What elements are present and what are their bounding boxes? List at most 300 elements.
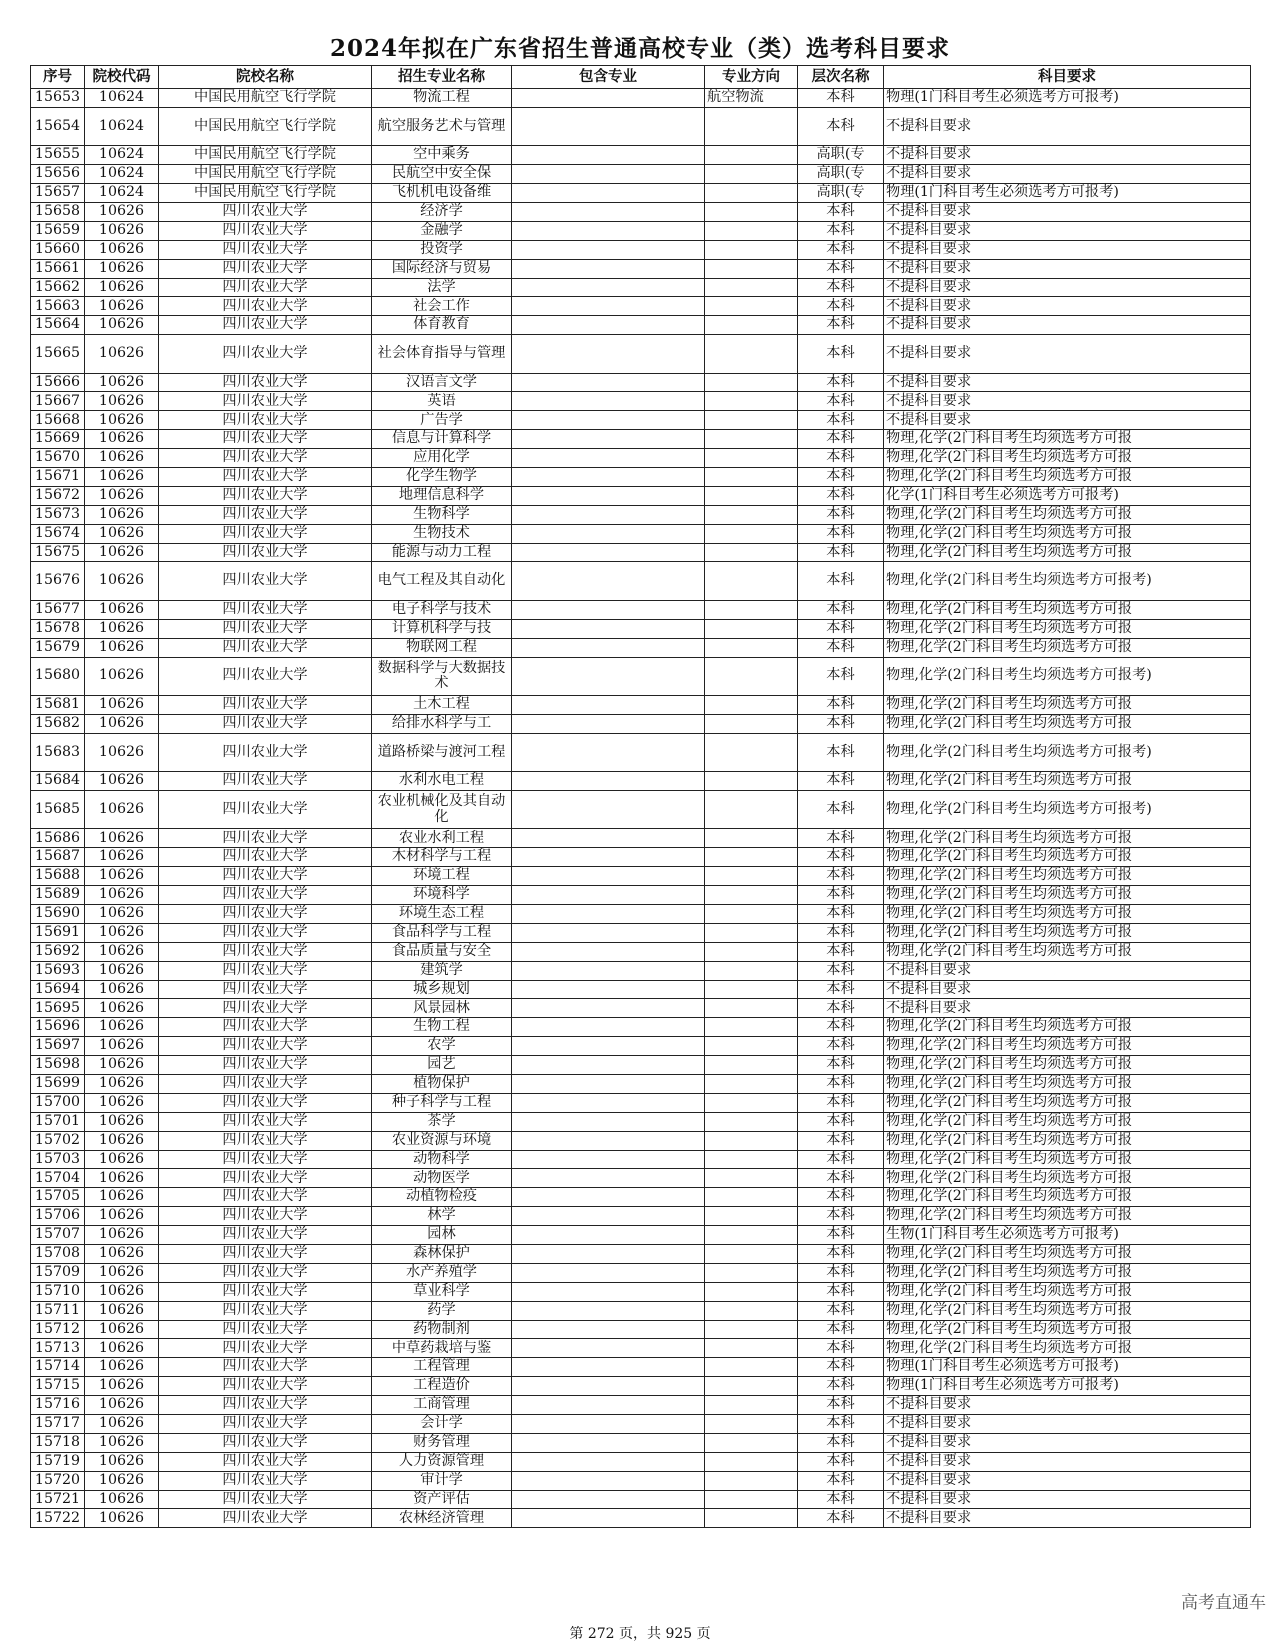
- cell-major-name: 水产养殖学: [372, 1263, 512, 1282]
- cell-school-code: 10626: [85, 1188, 159, 1207]
- cell-school-name: 四川农业大学: [159, 829, 372, 848]
- table-row: [31, 89, 1251, 108]
- cell-subject-req: 不提科目要求: [884, 411, 1251, 430]
- cell-direction: [705, 1339, 798, 1358]
- cell-included-majors: [512, 165, 705, 184]
- cell-included-majors: [512, 848, 705, 867]
- cell-school-code: 10626: [85, 240, 159, 259]
- cell-school-code: 10626: [85, 1112, 159, 1131]
- cell-subject-req: 不提科目要求: [884, 961, 1251, 980]
- cell-school-code: 10626: [85, 449, 159, 468]
- cell-index: 15722: [31, 1509, 85, 1528]
- table-row: [31, 791, 1251, 829]
- cell-direction: [705, 1490, 798, 1509]
- cell-school-name: 四川农业大学: [159, 772, 372, 791]
- table-row: [31, 1150, 1251, 1169]
- cell-direction: [705, 221, 798, 240]
- cell-major-name: 国际经济与贸易: [372, 259, 512, 278]
- cell-included-majors: [512, 373, 705, 392]
- cell-included-majors: [512, 714, 705, 733]
- table-row: [31, 449, 1251, 468]
- cell-direction: [705, 1509, 798, 1528]
- cell-school-name: 四川农业大学: [159, 1377, 372, 1396]
- cell-school-name: 四川农业大学: [159, 714, 372, 733]
- cell-major-name: 电子科学与技术: [372, 600, 512, 619]
- cell-index: 15715: [31, 1377, 85, 1396]
- cell-major-name: 财务管理: [372, 1433, 512, 1452]
- cell-school-code: 10626: [85, 1490, 159, 1509]
- cell-school-code: 10626: [85, 1074, 159, 1093]
- table-row: [31, 1320, 1251, 1339]
- table-row: [31, 107, 1251, 145]
- table-row: [31, 1433, 1251, 1452]
- table-row: [31, 259, 1251, 278]
- cell-major-name: 药学: [372, 1301, 512, 1320]
- cell-subject-req: 物理,化学(2门科目考生均须选考方可报: [884, 1301, 1251, 1320]
- cell-major-name: 环境生态工程: [372, 904, 512, 923]
- cell-level: 本科: [798, 1112, 884, 1131]
- cell-school-name: 中国民用航空飞行学院: [159, 165, 372, 184]
- cell-school-code: 10626: [85, 392, 159, 411]
- cell-index: 15674: [31, 524, 85, 543]
- col-header-level: 层次名称: [798, 66, 884, 89]
- col-header-school-code: 院校代码: [85, 66, 159, 89]
- cell-index: 15706: [31, 1207, 85, 1226]
- cell-direction: [705, 619, 798, 638]
- cell-index: 15693: [31, 961, 85, 980]
- col-header-major-name: 招生专业名称: [372, 66, 512, 89]
- cell-index: 15689: [31, 886, 85, 905]
- cell-level: 本科: [798, 240, 884, 259]
- cell-school-code: 10626: [85, 999, 159, 1018]
- cell-index: 15681: [31, 695, 85, 714]
- cell-school-name: 四川农业大学: [159, 562, 372, 600]
- cell-subject-req: 化学(1门科目考生必须选考方可报考): [884, 486, 1251, 505]
- cell-subject-req: 物理,化学(2门科目考生均须选考方可报: [884, 1018, 1251, 1037]
- table-row: [31, 772, 1251, 791]
- cell-level: 本科: [798, 600, 884, 619]
- cell-included-majors: [512, 146, 705, 165]
- cell-direction: [705, 1018, 798, 1037]
- cell-major-name: 化学生物学: [372, 468, 512, 487]
- cell-index: 15704: [31, 1169, 85, 1188]
- cell-subject-req: 不提科目要求: [884, 221, 1251, 240]
- cell-level: 本科: [798, 430, 884, 449]
- cell-included-majors: [512, 886, 705, 905]
- cell-school-name: 四川农业大学: [159, 1301, 372, 1320]
- table-row: [31, 505, 1251, 524]
- cell-level: 本科: [798, 1207, 884, 1226]
- cell-major-name: 会计学: [372, 1415, 512, 1434]
- cell-subject-req: 物理,化学(2门科目考生均须选考方可报: [884, 1131, 1251, 1150]
- table-row: [31, 600, 1251, 619]
- cell-included-majors: [512, 1339, 705, 1358]
- cell-subject-req: 不提科目要求: [884, 202, 1251, 221]
- cell-included-majors: [512, 600, 705, 619]
- cell-direction: [705, 848, 798, 867]
- cell-direction: [705, 524, 798, 543]
- cell-subject-req: 物理(1门科目考生必须选考方可报考): [884, 1377, 1251, 1396]
- cell-index: 15655: [31, 146, 85, 165]
- cell-level: 本科: [798, 695, 884, 714]
- cell-school-code: 10626: [85, 1377, 159, 1396]
- cell-school-code: 10626: [85, 1037, 159, 1056]
- cell-school-name: 四川农业大学: [159, 373, 372, 392]
- cell-major-name: 道路桥梁与渡河工程: [372, 733, 512, 771]
- cell-level: 本科: [798, 524, 884, 543]
- cell-subject-req: 物理,化学(2门科目考生均须选考方可报: [884, 923, 1251, 942]
- cell-level: 本科: [798, 1150, 884, 1169]
- cell-included-majors: [512, 1396, 705, 1415]
- brand-watermark: 高考直通车: [1181, 1593, 1266, 1613]
- cell-index: 15712: [31, 1320, 85, 1339]
- cell-direction: [705, 1244, 798, 1263]
- table-row: [31, 867, 1251, 886]
- cell-direction: [705, 961, 798, 980]
- cell-school-name: 四川农业大学: [159, 505, 372, 524]
- cell-level: 本科: [798, 714, 884, 733]
- cell-school-code: 10626: [85, 1093, 159, 1112]
- cell-level: 本科: [798, 657, 884, 695]
- table-row: [31, 829, 1251, 848]
- cell-included-majors: [512, 657, 705, 695]
- cell-included-majors: [512, 411, 705, 430]
- table-row: [31, 524, 1251, 543]
- cell-major-name: 金融学: [372, 221, 512, 240]
- cell-school-code: 10626: [85, 221, 159, 240]
- cell-subject-req: 不提科目要求: [884, 316, 1251, 335]
- cell-subject-req: 物理,化学(2门科目考生均须选考方可报考): [884, 657, 1251, 695]
- cell-level: 本科: [798, 411, 884, 430]
- cell-school-name: 四川农业大学: [159, 1452, 372, 1471]
- cell-included-majors: [512, 278, 705, 297]
- table-row: [31, 1396, 1251, 1415]
- cell-major-name: 体育教育: [372, 316, 512, 335]
- cell-major-name: 中草药栽培与鉴: [372, 1339, 512, 1358]
- cell-school-name: 四川农业大学: [159, 1263, 372, 1282]
- cell-included-majors: [512, 1433, 705, 1452]
- table-row: [31, 335, 1251, 373]
- cell-school-code: 10626: [85, 1320, 159, 1339]
- cell-school-name: 中国民用航空飞行学院: [159, 107, 372, 145]
- cell-index: 15720: [31, 1471, 85, 1490]
- cell-school-code: 10626: [85, 1396, 159, 1415]
- cell-school-code: 10626: [85, 1244, 159, 1263]
- cell-school-code: 10626: [85, 772, 159, 791]
- cell-index: 15677: [31, 600, 85, 619]
- cell-major-name: 生物技术: [372, 524, 512, 543]
- cell-subject-req: 物理(1门科目考生必须选考方可报考): [884, 1358, 1251, 1377]
- cell-school-name: 四川农业大学: [159, 1320, 372, 1339]
- cell-school-code: 10624: [85, 89, 159, 108]
- cell-direction: [705, 1471, 798, 1490]
- cell-level: 本科: [798, 278, 884, 297]
- cell-major-name: 种子科学与工程: [372, 1093, 512, 1112]
- cell-level: 本科: [798, 1490, 884, 1509]
- cell-school-code: 10626: [85, 1433, 159, 1452]
- cell-school-name: 四川农业大学: [159, 1093, 372, 1112]
- cell-major-name: 汉语言文学: [372, 373, 512, 392]
- cell-included-majors: [512, 449, 705, 468]
- cell-subject-req: 物理,化学(2门科目考生均须选考方可报: [884, 904, 1251, 923]
- cell-level: 本科: [798, 1244, 884, 1263]
- cell-level: 本科: [798, 1433, 884, 1452]
- cell-school-name: 四川农业大学: [159, 1150, 372, 1169]
- cell-index: 15719: [31, 1452, 85, 1471]
- cell-level: 本科: [798, 904, 884, 923]
- cell-index: 15659: [31, 221, 85, 240]
- cell-school-name: 四川农业大学: [159, 1169, 372, 1188]
- cell-included-majors: [512, 829, 705, 848]
- table-row: [31, 980, 1251, 999]
- table-header-row: [31, 66, 1251, 89]
- cell-level: 本科: [798, 1131, 884, 1150]
- cell-school-code: 10626: [85, 1131, 159, 1150]
- cell-level: 本科: [798, 848, 884, 867]
- cell-subject-req: 不提科目要求: [884, 259, 1251, 278]
- cell-school-code: 10624: [85, 107, 159, 145]
- cell-subject-req: 不提科目要求: [884, 392, 1251, 411]
- cell-major-name: 飞机机电设备维: [372, 184, 512, 203]
- table-row: [31, 146, 1251, 165]
- table-row: [31, 316, 1251, 335]
- cell-subject-req: 不提科目要求: [884, 980, 1251, 999]
- cell-school-code: 10626: [85, 1358, 159, 1377]
- cell-school-name: 四川农业大学: [159, 1056, 372, 1075]
- cell-subject-req: 不提科目要求: [884, 146, 1251, 165]
- cell-direction: [705, 999, 798, 1018]
- cell-subject-req: 物理,化学(2门科目考生均须选考方可报: [884, 1244, 1251, 1263]
- cell-level: 本科: [798, 543, 884, 562]
- cell-school-name: 四川农业大学: [159, 543, 372, 562]
- cell-level: 本科: [798, 733, 884, 771]
- cell-subject-req: 不提科目要求: [884, 335, 1251, 373]
- cell-school-code: 10626: [85, 1169, 159, 1188]
- col-header-index: 序号: [31, 66, 85, 89]
- cell-school-code: 10626: [85, 335, 159, 373]
- cell-subject-req: 物理,化学(2门科目考生均须选考方可报: [884, 638, 1251, 657]
- table-row: [31, 1452, 1251, 1471]
- cell-level: 本科: [798, 1415, 884, 1434]
- cell-major-name: 工商管理: [372, 1396, 512, 1415]
- table-row: [31, 1074, 1251, 1093]
- table-row: [31, 942, 1251, 961]
- table-row: [31, 1415, 1251, 1434]
- cell-major-name: 投资学: [372, 240, 512, 259]
- cell-level: 本科: [798, 1282, 884, 1301]
- page-title: 2024年拟在广东省招生普通高校专业（类）选考科目要求: [329, 35, 950, 62]
- cell-school-name: 四川农业大学: [159, 961, 372, 980]
- cell-index: 15686: [31, 829, 85, 848]
- cell-school-code: 10626: [85, 543, 159, 562]
- cell-included-majors: [512, 1509, 705, 1528]
- table-row: [31, 1131, 1251, 1150]
- cell-subject-req: 不提科目要求: [884, 1471, 1251, 1490]
- cell-included-majors: [512, 486, 705, 505]
- cell-school-name: 四川农业大学: [159, 1415, 372, 1434]
- table-row: [31, 1471, 1251, 1490]
- cell-subject-req: 不提科目要求: [884, 240, 1251, 259]
- cell-school-code: 10626: [85, 1226, 159, 1245]
- cell-subject-req: 物理,化学(2门科目考生均须选考方可报: [884, 1169, 1251, 1188]
- cell-major-name: 空中乘务: [372, 146, 512, 165]
- cell-school-code: 10626: [85, 1339, 159, 1358]
- cell-included-majors: [512, 1226, 705, 1245]
- cell-index: 15718: [31, 1433, 85, 1452]
- table-row: [31, 1093, 1251, 1112]
- table-row: [31, 619, 1251, 638]
- table-row: [31, 278, 1251, 297]
- cell-subject-req: 不提科目要求: [884, 1396, 1251, 1415]
- cell-major-name: 法学: [372, 278, 512, 297]
- cell-school-name: 四川农业大学: [159, 1244, 372, 1263]
- cell-index: 15670: [31, 449, 85, 468]
- table-row: [31, 202, 1251, 221]
- cell-school-name: 四川农业大学: [159, 904, 372, 923]
- table-row: [31, 1282, 1251, 1301]
- table-row: [31, 1188, 1251, 1207]
- table-row: [31, 1112, 1251, 1131]
- cell-included-majors: [512, 1112, 705, 1131]
- cell-level: 本科: [798, 202, 884, 221]
- cell-index: 15680: [31, 657, 85, 695]
- cell-direction: [705, 486, 798, 505]
- table-row: [31, 1509, 1251, 1528]
- cell-included-majors: [512, 942, 705, 961]
- cell-school-code: 10626: [85, 468, 159, 487]
- cell-level: 本科: [798, 1263, 884, 1282]
- table-row: [31, 430, 1251, 449]
- cell-subject-req: 不提科目要求: [884, 999, 1251, 1018]
- cell-subject-req: 物理,化学(2门科目考生均须选考方可报: [884, 695, 1251, 714]
- cell-major-name: 信息与计算科学: [372, 430, 512, 449]
- cell-index: 15716: [31, 1396, 85, 1415]
- cell-direction: [705, 904, 798, 923]
- table-row: [31, 904, 1251, 923]
- cell-included-majors: [512, 221, 705, 240]
- cell-major-name: 建筑学: [372, 961, 512, 980]
- cell-direction: [705, 259, 798, 278]
- cell-major-name: 园林: [372, 1226, 512, 1245]
- cell-included-majors: [512, 904, 705, 923]
- table-row: [31, 468, 1251, 487]
- cell-included-majors: [512, 619, 705, 638]
- cell-subject-req: 物理,化学(2门科目考生均须选考方可报: [884, 772, 1251, 791]
- cell-level: 本科: [798, 89, 884, 108]
- cell-subject-req: 不提科目要求: [884, 297, 1251, 316]
- cell-school-name: 四川农业大学: [159, 791, 372, 829]
- cell-index: 15701: [31, 1112, 85, 1131]
- cell-school-name: 四川农业大学: [159, 638, 372, 657]
- table-row: [31, 1207, 1251, 1226]
- cell-level: 本科: [798, 1471, 884, 1490]
- cell-direction: [705, 1207, 798, 1226]
- table-row: [31, 1377, 1251, 1396]
- cell-level: 本科: [798, 297, 884, 316]
- cell-included-majors: [512, 1037, 705, 1056]
- cell-major-name: 农业资源与环境: [372, 1131, 512, 1150]
- cell-school-name: 四川农业大学: [159, 240, 372, 259]
- cell-subject-req: 不提科目要求: [884, 165, 1251, 184]
- cell-subject-req: 物理,化学(2门科目考生均须选考方可报: [884, 430, 1251, 449]
- cell-school-code: 10626: [85, 202, 159, 221]
- cell-index: 15668: [31, 411, 85, 430]
- cell-included-majors: [512, 1150, 705, 1169]
- table-row: [31, 240, 1251, 259]
- cell-school-name: 四川农业大学: [159, 411, 372, 430]
- cell-major-name: 环境工程: [372, 867, 512, 886]
- cell-index: 15660: [31, 240, 85, 259]
- cell-direction: [705, 886, 798, 905]
- cell-school-name: 四川农业大学: [159, 316, 372, 335]
- cell-included-majors: [512, 430, 705, 449]
- cell-school-code: 10626: [85, 411, 159, 430]
- cell-school-name: 四川农业大学: [159, 886, 372, 905]
- cell-major-name: 广告学: [372, 411, 512, 430]
- cell-direction: [705, 184, 798, 203]
- cell-major-name: 社会体育指导与管理: [372, 335, 512, 373]
- cell-included-majors: [512, 1018, 705, 1037]
- cell-included-majors: [512, 923, 705, 942]
- cell-included-majors: [512, 1282, 705, 1301]
- table-row: [31, 184, 1251, 203]
- cell-direction: [705, 1358, 798, 1377]
- cell-major-name: 药物制剂: [372, 1320, 512, 1339]
- cell-major-name: 电气工程及其自动化: [372, 562, 512, 600]
- cell-subject-req: 物理,化学(2门科目考生均须选考方可报: [884, 1150, 1251, 1169]
- cell-index: 15705: [31, 1188, 85, 1207]
- table-row: [31, 886, 1251, 905]
- table-row: [31, 733, 1251, 771]
- cell-included-majors: [512, 1207, 705, 1226]
- cell-subject-req: 物理,化学(2门科目考生均须选考方可报: [884, 543, 1251, 562]
- cell-subject-req: 不提科目要求: [884, 1415, 1251, 1434]
- cell-included-majors: [512, 562, 705, 600]
- cell-school-code: 10626: [85, 848, 159, 867]
- cell-direction: [705, 1169, 798, 1188]
- cell-direction: [705, 278, 798, 297]
- cell-school-name: 四川农业大学: [159, 695, 372, 714]
- cell-level: 本科: [798, 1037, 884, 1056]
- cell-included-majors: [512, 543, 705, 562]
- cell-included-majors: [512, 1490, 705, 1509]
- cell-major-name: 食品质量与安全: [372, 942, 512, 961]
- cell-level: 本科: [798, 1301, 884, 1320]
- cell-included-majors: [512, 107, 705, 145]
- cell-school-name: 四川农业大学: [159, 1509, 372, 1528]
- cell-subject-req: 物理,化学(2门科目考生均须选考方可报: [884, 1207, 1251, 1226]
- cell-school-name: 四川农业大学: [159, 619, 372, 638]
- cell-included-majors: [512, 1074, 705, 1093]
- cell-included-majors: [512, 468, 705, 487]
- cell-included-majors: [512, 297, 705, 316]
- cell-direction: [705, 107, 798, 145]
- cell-included-majors: [512, 733, 705, 771]
- cell-index: 15663: [31, 297, 85, 316]
- cell-major-name: 农业机械化及其自动化: [372, 791, 512, 829]
- cell-included-majors: [512, 240, 705, 259]
- cell-subject-req: 物理,化学(2门科目考生均须选考方可报: [884, 505, 1251, 524]
- requirements-table: [30, 65, 1251, 1528]
- cell-subject-req: 物理,化学(2门科目考生均须选考方可报: [884, 1339, 1251, 1358]
- cell-level: 本科: [798, 1093, 884, 1112]
- cell-included-majors: [512, 392, 705, 411]
- cell-included-majors: [512, 524, 705, 543]
- cell-direction: [705, 695, 798, 714]
- table-row: [31, 1056, 1251, 1075]
- cell-included-majors: [512, 791, 705, 829]
- cell-index: 15678: [31, 619, 85, 638]
